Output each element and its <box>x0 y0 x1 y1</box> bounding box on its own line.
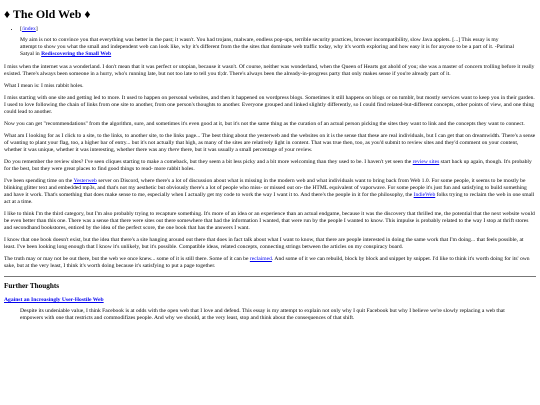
index-link[interactable]: /index <box>21 26 36 32</box>
paragraph-wonderland: I miss when the internet was a wonderland. I don't mean that it was perfect or utopian, because it wasn't. Of course, neither was wonderland, when the Queen of Hearts got ahold of you; she was a master of concern trolling before it really existed. There's always been someone in a hurry, who's running late, but not too late to tell you tl;dr. There's always been the already-in-progress party that only makes sense if you're already part of it. <box>4 64 535 77</box>
paragraph-yesterweb: I've been spending time on the Yesterweb server on Discord, where there's a lot of discussion about what is missing in the modern web and what individuals want to bring back from Web 1.0. For some people, it seems to be mostly be blinking glitter text and embedded mp3s, and that's not my aesthetic but obviously there's a lot of people who miss- or missed out on- the HTML equivalent of vaporwave. For some people it's just fun and satisfying to build something and have it work. That's something that does make sense to me, especially when I actually get my code to work the way I want it to. And there's the people in it for the philosophy, the IndieWeb folks trying to reclaim the web in one small act at a time. <box>4 178 535 205</box>
review-sites-link[interactable]: review sites <box>412 159 440 165</box>
paragraph-third-category: I like to think I'm the third category, but I'm also probably trying to recapture something. It's more of an idea or an experience than an actual endgame, because it was the discovery that thrilled me, the potential that the next website would be even better than this one. There was a sense that there were sites out there somewhere that had the information I wanted, that were run by the people I wanted to know. This impulse is probably related to the way I stop at thrift stores and secondhand bookstores, enticed by the idea of the perfect score, the one book that has the answers I want. <box>4 211 535 231</box>
paragraph-what-am-i-looking-for: What am I looking for as I click to a site, to the links, to another site, to the links page... The best thing about the yesterweb and the websites on it is the sense that these are real individuals, but I can get that on dreamwidth. There's a sense of wanting to plant your flag, too, a higher bar of entry... but it's not actually that high, as many of the sites are relatively light in content. That was true then, too, as you'd submit to review sites and they'd comment on your content, whether it was unique, whether it was interesting, whether there was any there there, but it was usually a small percentage of your review. <box>4 133 536 153</box>
indieweb-link[interactable]: IndieWeb <box>413 192 436 198</box>
further-thoughts-heading: Further Thoughts <box>4 282 60 290</box>
user-hostile-web-link[interactable]: Against an Increasingly User-Hostile Web <box>4 297 104 303</box>
reclaimed-link[interactable]: reclaimed <box>249 256 272 262</box>
rediscovering-small-web-link[interactable]: Rediscovering the Small Web <box>41 51 112 57</box>
intro-quote <box>20 37 516 58</box>
index-nav <box>4 26 536 33</box>
intro-text: My aim is not to convince you that everything was better in the past; it wasn't. You had trojans, malware, endless pop-ups, terrible security practices, browser incompatibility, slow Java applets. [...] This essay is my attempt to show you what the small and independent web can look like, why it's different from the the sites that dominate web traffic today, why it's worth exploring and how easy it is for anyone to be a part of it. -Parimal Satyal in <box>20 37 515 57</box>
paragraph-truth-out-there: The truth may or may not be out there, but the web we once knew... some of it is still there. Some of it can be reclaimed. And some of it we can rebuild, block by block and snippet by snippet. I'd like to think it's worth doing for its' own sake, but at the very least, I think it's worth doing because it's satisfying to put a page together. <box>4 256 530 269</box>
paragraph-following-links: I miss starting with one site and getting led to more. It used to happen on personal websites, and then it happened on wordpress blogs. Sometimes it still happens on blogs or on tumblr, but mostly services want to keep you in their garden. I used to love following the chain of links from one site to another, from one person's thoughts to another. Everyone grouped and linked slightly differently, so I could find related-but-different concepts, other points of view, and one thing could lead to another. <box>4 95 535 115</box>
paragraph-one-book: I know that one book doesn't exist, but the idea that there's a site hanging around out there that does in fact talk about what I want to know, that there are people interested in doing the same work that I'm doing... that feels possible, at least. I've been looking long enough that I know it's unlikely, but it's possible. Compatible ideas, related concepts, connecting strings between the articles on my conspiracy board. <box>4 237 524 250</box>
page-title: ♦ The Old Web ♦ <box>4 7 91 21</box>
paragraph-recommendations: Now you can get "recommendations" from the algorithm, sure, and sometimes it's even good at it, but it's not the same thing as the curation of an actual person picking the sites they want to link and the concepts they want to connect. <box>4 121 525 127</box>
paragraph-review-sites: Do you remember the review sites? I've seen cliques starting to make a comeback, but they seem a bit less picky and a bit more welcoming than they used to be. I haven't yet seen the review sites start back up again, though. It's probably for the best, but they were great places to find good things to read- more rabbit holes. <box>4 159 532 172</box>
further-article-title <box>4 297 536 304</box>
page-content <box>4 0 536 322</box>
yesterweb-link[interactable]: Yesterweb <box>73 178 97 184</box>
paragraph-rabbit-holes: What I mean is: I miss rabbit holes. <box>4 83 84 89</box>
section-divider <box>4 276 536 277</box>
further-article-summary: Despite its undeniable value, I think Facebook is at odds with the open web that I love and defend. This essay is my attempt to explain not only why I quit Facebook but why I believe we're slowly replacing a web that empowers with one that restricts and commodifizes people. And why we should, at the very least, stop and think about the consequences of that shift. <box>20 308 505 321</box>
index-nav-item: • [/index] <box>20 26 536 33</box>
